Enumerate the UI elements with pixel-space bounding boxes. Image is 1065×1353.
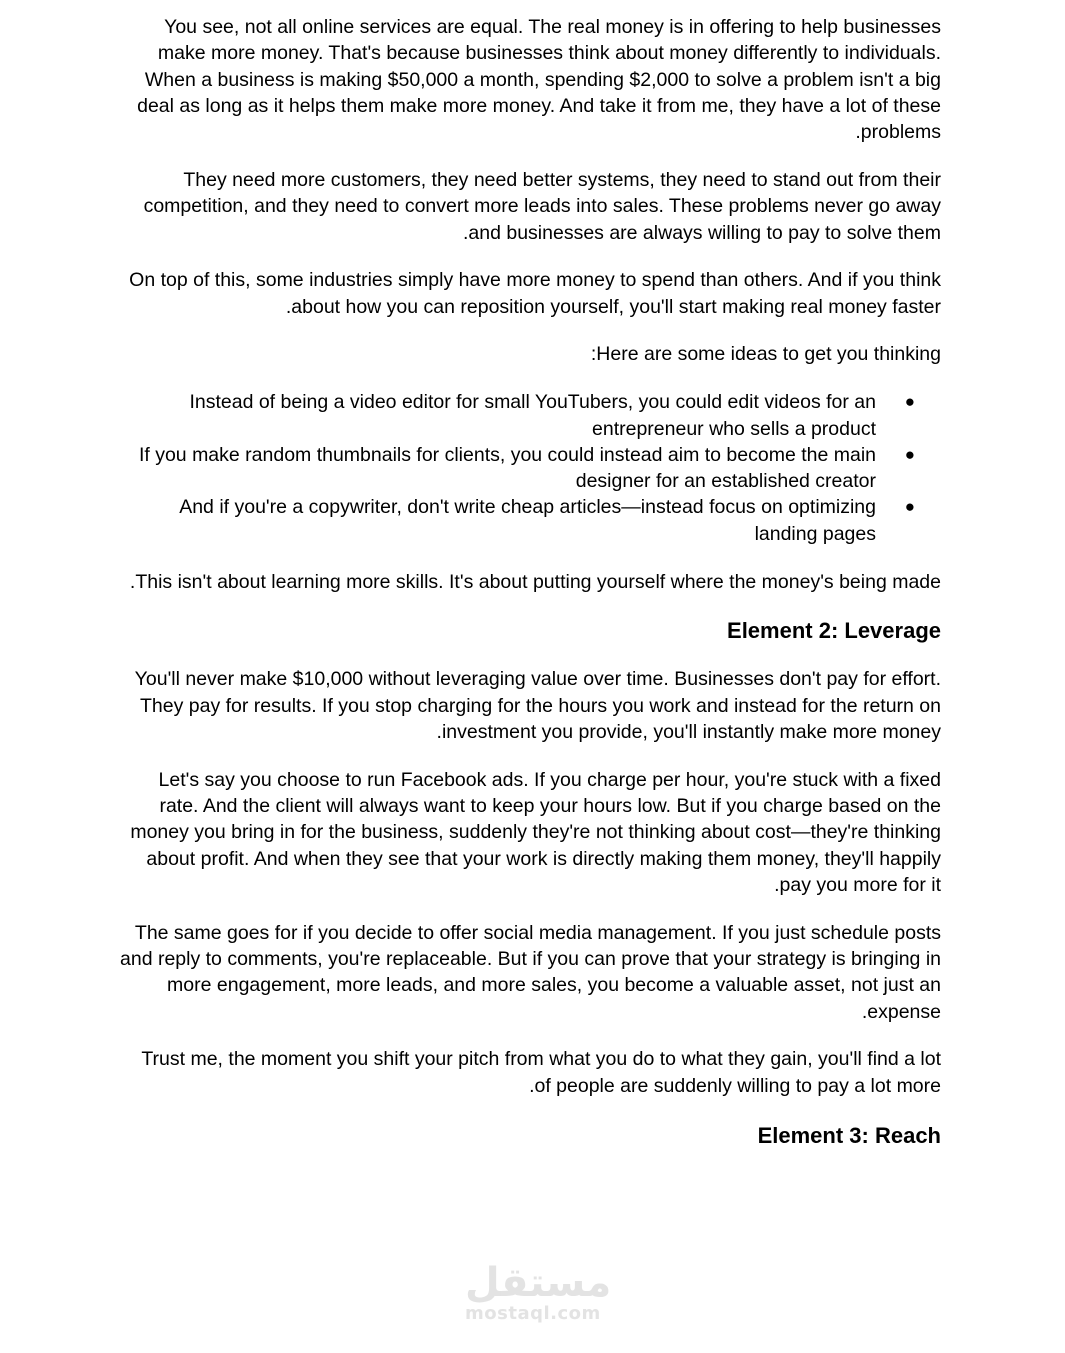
list-item [120, 494, 915, 547]
paragraph-ideas-intro: Here are some ideas to get you thinking: [590, 343, 941, 366]
list-item [120, 389, 915, 442]
paragraph-facebook-ads: Let's say you choose to run Facebook ads. If you charge per hour, you're stuck with a fixed rate. And the client will always want to keep your hours low. But if you charge based on the money you bring in for the business, suddenly they're not thinking about cost—they're thinking about profit. And when they see that your work is directly making them money, they'll happily pay you more for it. [130, 768, 941, 896]
document-body [120, 14, 941, 1171]
paragraph-industries: On top of this, some industries simply have more money to spend than others. And if you think about how you can reposition yourself, you'll start making real money faster. [129, 269, 941, 318]
watermark-domain: mostaql.com [465, 1303, 601, 1324]
bullet-icon: ● [904, 497, 915, 517]
ideas-list [120, 389, 941, 547]
heading-element-2: Element 2: Leverage [727, 618, 941, 644]
bullet-icon: ● [904, 392, 915, 412]
heading-element-3: Element 3: Reach [757, 1122, 941, 1148]
paragraph-social-media: The same goes for if you decide to offer social media management. If you just schedule posts and reply to comments, you're replaceable. But if you can prove that your strategy is bringing in more engagement, more leads, and more sales, you become a valuable asset, not just an expense. [120, 921, 941, 1023]
bullet-icon: ● [904, 444, 915, 464]
paragraph-leverage-value: You'll never make $10,000 without leveraging value over time. Businesses don't pay for effort. They pay for results. If you stop charging for the hours you work and instead for the return on investment you provide, you'll instantly make more money. [134, 668, 941, 743]
list-item-text: And if you're a copywriter, don't write cheap articles—instead focus on optimizing landing pages [179, 496, 876, 545]
paragraph-shift-pitch: Trust me, the moment you shift your pitch from what you do to what they gain, you'll find a lot of people are suddenly willing to pay a lot more. [141, 1048, 941, 1097]
mostaql-watermark [465, 1260, 612, 1324]
watermark-arabic-logo: مستقل [465, 1260, 612, 1306]
paragraph-skills: This isn't about learning more skills. It's about putting yourself where the money's being made. [129, 570, 941, 593]
paragraph-business-needs: They need more customers, they need better systems, they need to stand out from their competition, and they need to convert more leads into sales. These problems never go away and businesses are always willing to pay to solve them. [143, 168, 941, 244]
paragraph-services-equal: You see, not all online services are equal. The real money is in offering to help businesses make more money. That's because businesses think about money differently to individuals. When a business is making $50,000 a month, spending $2,000 to solve a problem isn't a big deal as long as it helps them make more money. And take it from me, they have a lot of these problems. [137, 16, 941, 144]
list-item-text: Instead of being a video editor for small YouTubers, you could edit videos for an entrepreneur who sells a product [189, 391, 876, 440]
list-item-text: If you make random thumbnails for clients, you could instead aim to become the main designer for an established creator [138, 443, 876, 493]
list-item [120, 442, 915, 495]
